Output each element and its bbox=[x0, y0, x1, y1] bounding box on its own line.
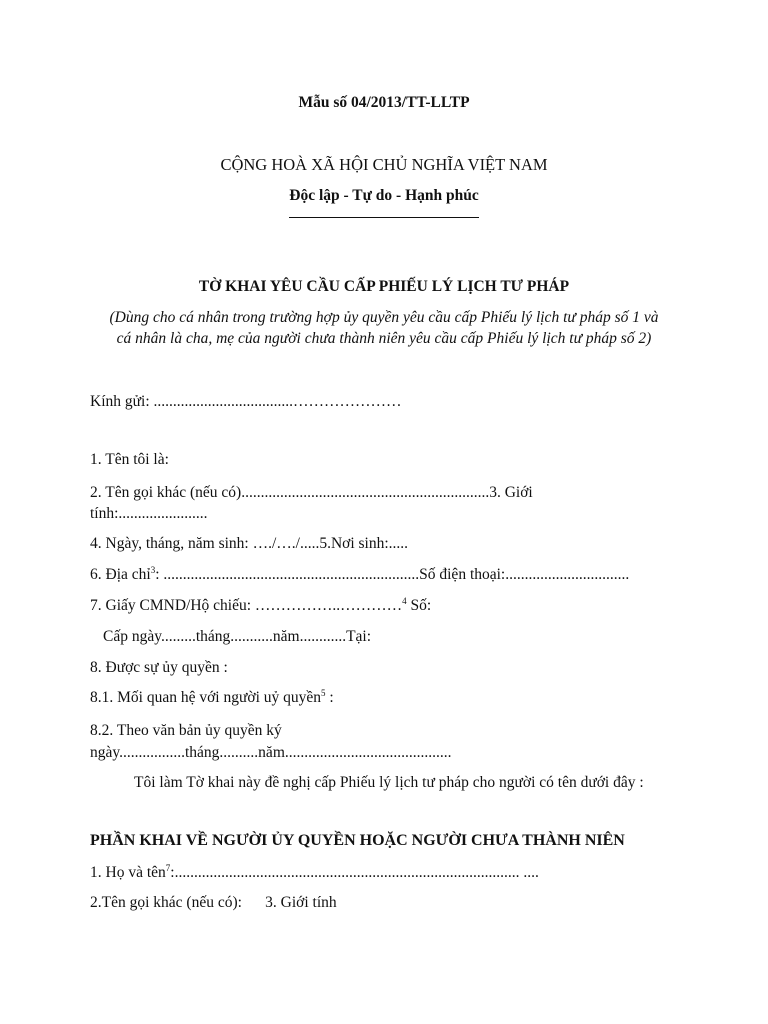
field-address-label: 6. Địa chỉ bbox=[90, 566, 151, 583]
footnote-3-marker: 3 bbox=[150, 564, 156, 575]
field-address bbox=[90, 566, 629, 584]
field-authorization-doc-line-1: 8.2. Theo văn bản ủy quyền ký bbox=[90, 722, 282, 739]
addressee: Kính gửi: ....................................………………… bbox=[90, 393, 402, 410]
footnote-7-marker: 7 bbox=[165, 862, 171, 873]
motto-underline bbox=[289, 217, 479, 218]
field-name: 1. Tên tôi là: bbox=[90, 451, 169, 468]
title-note-line-2: cá nhân là cha, mẹ của người chưa thành niên yêu cầu cấp Phiếu lý lịch tư pháp số 2) bbox=[116, 330, 652, 347]
motto: Độc lập - Tự do - Hạnh phúc bbox=[289, 187, 479, 204]
footnote-5-marker: 5 bbox=[321, 687, 326, 698]
section-fullname-label: 1. Họ và tên bbox=[90, 864, 166, 881]
field-id-label: 7. Giấy CMND/Hộ chiếu: ……………..………… bbox=[90, 597, 403, 614]
field-issue: Cấp ngày.........tháng...........năm............Tại: bbox=[103, 628, 372, 645]
nation-title: CỘNG HOÀ XÃ HỘI CHỦ NGHĨA VIỆT NAM bbox=[220, 155, 548, 174]
field-id-rest: Số: bbox=[406, 597, 432, 614]
field-relation-label: 8.1. Mối quan hệ với người uỷ quyền bbox=[90, 689, 322, 706]
section-heading: PHẦN KHAI VỀ NGƯỜI ỦY QUYỀN HOẶC NGƯỜI CHƯA THÀNH NIÊN bbox=[90, 832, 625, 849]
field-other-name-line-2: tính:....................... bbox=[90, 505, 208, 522]
section-field-other-name: 2.Tên gọi khác (nếu có): 3. Giới tính bbox=[90, 894, 337, 911]
footnote-4-marker: 4 bbox=[402, 595, 407, 606]
field-relation bbox=[90, 689, 334, 707]
document-title: TỜ KHAI YÊU CẦU CẤP PHIẾU LÝ LỊCH TƯ PHÁP bbox=[198, 278, 570, 295]
request-statement: Tôi làm Tờ khai này đề nghị cấp Phiếu lý lịch tư pháp cho người có tên dưới đây : bbox=[134, 774, 644, 791]
field-authorization-doc-line-2: ngày.................tháng..........năm........................................... bbox=[90, 744, 452, 761]
field-address-rest: : ..................................................................Số điện thoại:................................ bbox=[155, 566, 630, 583]
section-field-fullname bbox=[90, 864, 539, 882]
field-authorized: 8. Được sự ủy quyền : bbox=[90, 659, 228, 676]
field-relation-rest: : bbox=[325, 689, 334, 706]
field-dob: 4. Ngày, tháng, năm sinh: …./…./.....5.Nơi sinh:..... bbox=[90, 535, 409, 552]
title-note-line-1: (Dùng cho cá nhân trong trường hợp ủy quyền yêu cầu cấp Phiếu lý lịch tư pháp số 1 và bbox=[109, 309, 659, 326]
field-id-card bbox=[90, 597, 431, 615]
section-fullname-rest: :......................................................................................... .... bbox=[170, 864, 539, 881]
form-code: Mẫu số 04/2013/TT-LLTP bbox=[298, 94, 470, 111]
field-other-name-line-1: 2. Tên gọi khác (nếu có)................................................................3. Giới bbox=[90, 484, 533, 501]
